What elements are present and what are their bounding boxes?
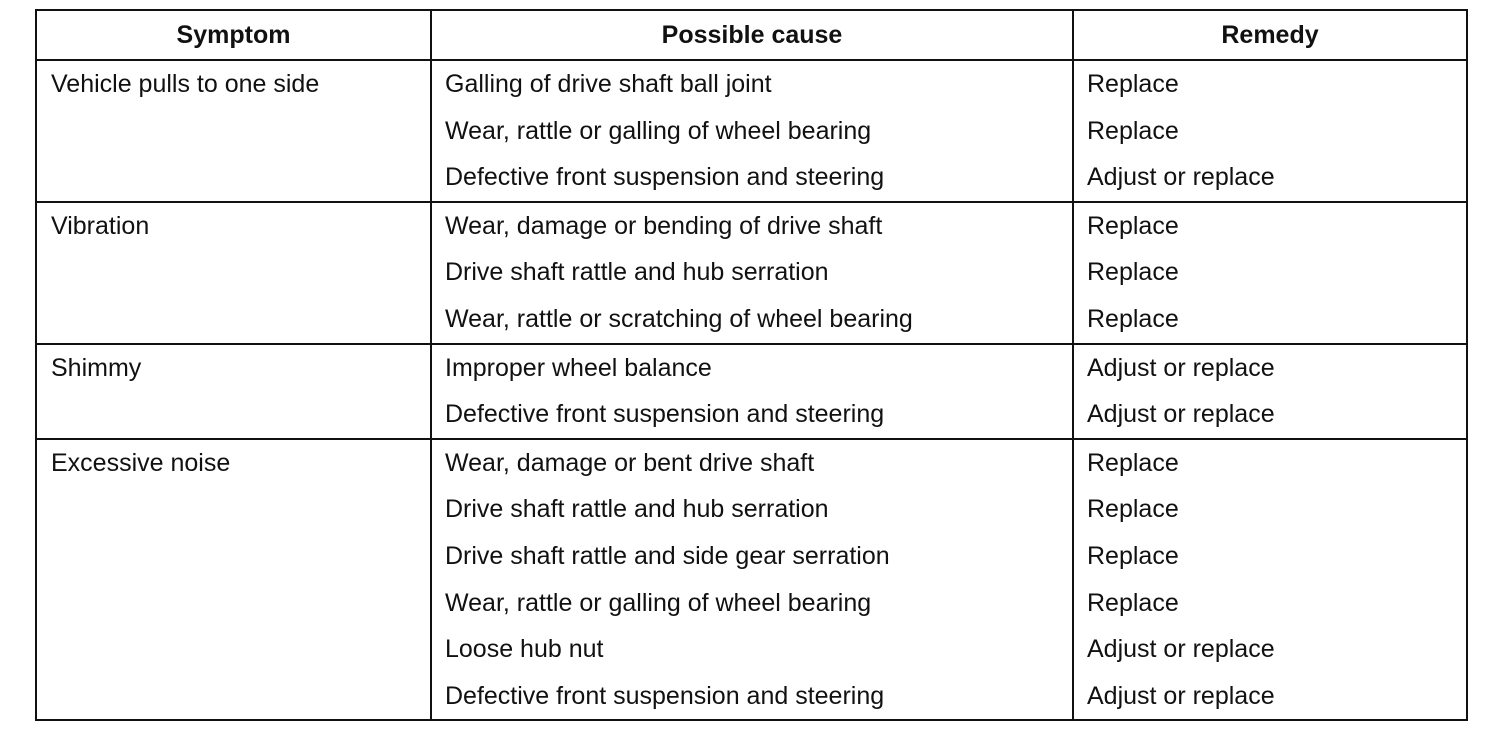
cause-text: Defective front suspension and steering: [445, 400, 885, 429]
symptom-cell: [36, 439, 431, 721]
group-vibration: [36, 202, 1467, 344]
table-row: [36, 60, 1467, 202]
cause-text: Wear, rattle or galling of wheel bearing: [445, 588, 872, 617]
remedy-text: Replace: [1087, 258, 1179, 287]
troubleshooting-table: [35, 9, 1468, 721]
remedy-text: Adjust or replace: [1087, 681, 1275, 710]
remedy-text: Replace: [1087, 448, 1179, 477]
group-excessive-noise: [36, 439, 1467, 721]
remedy-cell: [1073, 202, 1467, 344]
cause-cell: [431, 344, 1073, 439]
cause-text: Improper wheel balance: [445, 353, 712, 382]
remedy-text: Replace: [1087, 588, 1179, 617]
remedy-text: Replace: [1087, 211, 1179, 240]
remedy-text: Replace: [1087, 116, 1179, 145]
remedy-cell: [1073, 344, 1467, 439]
cause-text: Defective front suspension and steering: [445, 163, 885, 192]
header-row: [36, 10, 1467, 60]
symptom-text: Excessive noise: [51, 448, 231, 477]
cause-text: Drive shaft rattle and hub serration: [445, 258, 829, 287]
cause-text: Wear, rattle or scratching of wheel bearing: [445, 304, 913, 333]
cause-text: Wear, damage or bending of drive shaft: [445, 211, 883, 240]
cause-text: Wear, damage or bent drive shaft: [445, 448, 815, 477]
cause-text: Drive shaft rattle and hub serration: [445, 495, 829, 524]
cause-text: Drive shaft rattle and side gear serration: [445, 541, 890, 570]
remedy-text: Adjust or replace: [1087, 163, 1275, 192]
remedy-text: Adjust or replace: [1087, 400, 1275, 429]
group-shimmy: [36, 344, 1467, 439]
cause-cell: [431, 202, 1073, 344]
remedy-text: Replace: [1087, 304, 1179, 333]
remedy-text: Replace: [1087, 541, 1179, 570]
header-possible-cause: Possible cause: [431, 10, 1073, 60]
remedy-cell: [1073, 439, 1467, 721]
table-row: [36, 344, 1467, 439]
header-symptom: Symptom: [36, 10, 431, 60]
troubleshooting-table-container: [35, 9, 1466, 721]
remedy-text: Replace: [1087, 495, 1179, 524]
table-row: [36, 202, 1467, 344]
symptom-cell: [36, 60, 431, 202]
symptom-text: Vehicle pulls to one side: [51, 70, 320, 98]
symptom-cell: [36, 202, 431, 344]
cause-text: Galling of drive shaft ball joint: [445, 70, 772, 98]
symptom-text: Shimmy: [51, 353, 142, 382]
remedy-cell: [1073, 60, 1467, 202]
cause-cell: [431, 60, 1073, 202]
symptom-cell: [36, 344, 431, 439]
remedy-text: Replace: [1087, 70, 1179, 98]
remedy-text: Adjust or replace: [1087, 635, 1275, 664]
table-row: [36, 439, 1467, 721]
symptom-text: Vibration: [51, 211, 150, 240]
cause-text: Loose hub nut: [445, 635, 604, 664]
table-header: [36, 10, 1467, 60]
group-vehicle-pulls: [36, 60, 1467, 202]
remedy-text: Adjust or replace: [1087, 353, 1275, 382]
cause-text: Defective front suspension and steering: [445, 681, 885, 710]
cause-text: Wear, rattle or galling of wheel bearing: [445, 116, 872, 145]
cause-cell: [431, 439, 1073, 721]
header-remedy: Remedy: [1073, 10, 1467, 60]
